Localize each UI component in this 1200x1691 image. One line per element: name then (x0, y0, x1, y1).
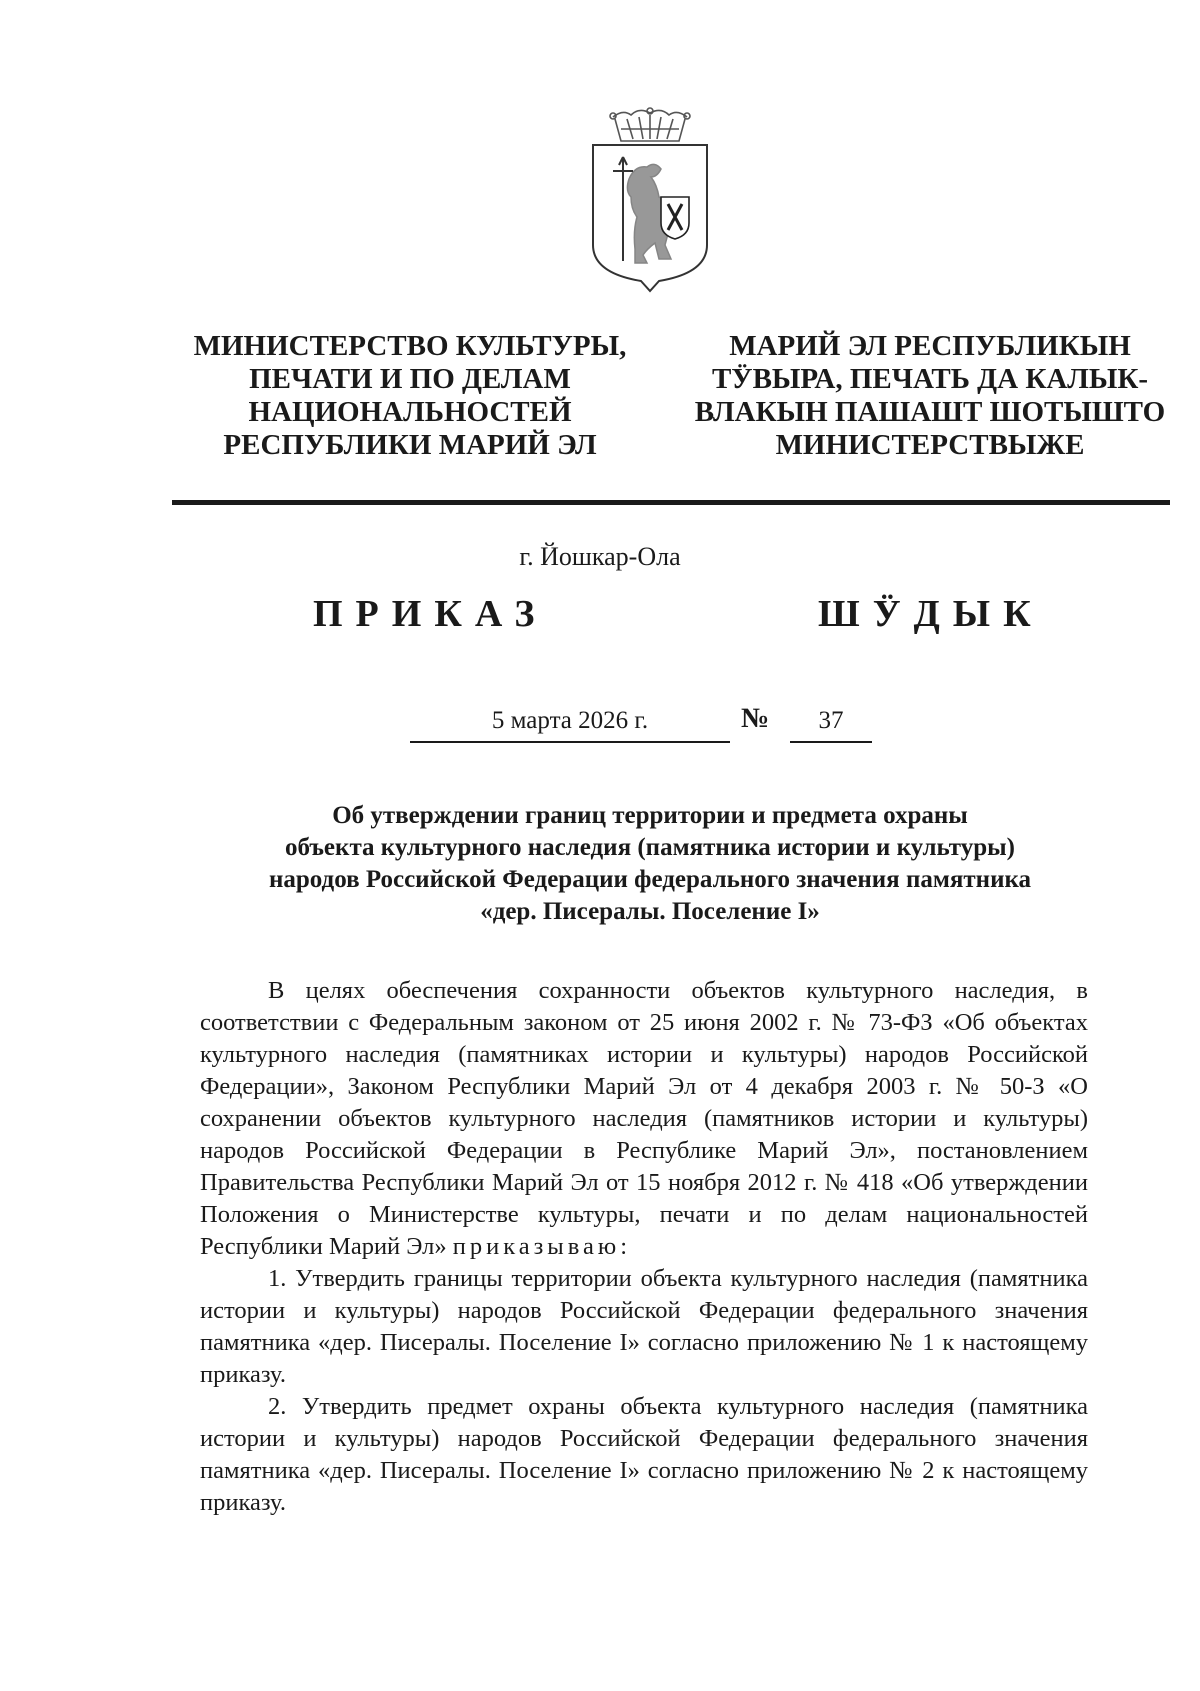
preamble-paragraph (200, 975, 1088, 1263)
order-body (200, 975, 1088, 1519)
order-date: 5 марта 2026 г. (410, 705, 730, 743)
ministry-name-line: НАЦИОНАЛЬНОСТЕЙ (248, 396, 572, 428)
subject-line: Об утверждении границ территории и предмета охраны (332, 802, 968, 829)
order-item-2: 2. Утвердить предмет охраны объекта культурного наследия (памятника истории и культуры) народов Российской Федерации федерального значения памятника «дер. Писералы. Поселение I» согласно приложению № 2 к настоящему приказу. (200, 1393, 1088, 1516)
ministry-name-line: ВЛАКЫН ПАШАШТ ШОТЫШТО (694, 396, 1166, 428)
order-title-russian: ПРИКАЗ (313, 593, 548, 635)
order-title-mari: ШӰДЫК (818, 593, 1044, 635)
ministry-name-line: ТӰВЫРА, ПЕЧАТЬ ДА КАЛЫК- (711, 363, 1149, 395)
city-name: г. Йошкар-Ола (519, 542, 681, 571)
subject-line: объекта культурного наследия (памятника истории и культуры) (284, 834, 1015, 861)
number-sign: № (741, 703, 770, 734)
ministry-name-line: МИНИСТЕРСТВЫЖЕ (775, 429, 1085, 461)
order-number: 37 (790, 705, 872, 743)
coat-of-arms-icon (585, 105, 715, 305)
ministry-name-line: РЕСПУБЛИКИ МАРИЙ ЭЛ (223, 429, 597, 461)
order-verb: приказываю: (452, 1233, 631, 1260)
subject-line: «дер. Писералы. Поселение I» (480, 898, 820, 925)
ministry-name-russian (180, 330, 640, 462)
order-subject (190, 800, 1110, 928)
header-divider (172, 500, 1170, 505)
ministry-name-line: МИНИСТЕРСТВО КУЛЬТУРЫ, (193, 330, 627, 362)
preamble-text: В целях обеспечения сохранности объектов культурного наследия, в соответствии с Федеральным законом от 25 июня 2002 г. № 73-ФЗ «Об объектах культурного наследия (памятниках истории и культуры) народов Российской Федерации», Законом Республики Марий Эл от 4 декабря 2003 г. № 50-З «О сохранении объектов культурного наследия (памятников истории и культуры) народов Российской Федерации в Республике Марий Эл», постановлением Правительства Республики Марий Эл от 15 ноября 2012 г. № 418 «Об утверждении Положения о Министерстве культуры, печати и по делам национальностей Республики Марий Эл» (200, 977, 1088, 1260)
ministry-name-line: ПЕЧАТИ И ПО ДЕЛАМ (249, 363, 571, 395)
order-item-1: 1. Утвердить границы территории объекта культурного наследия (памятника истории и культуры) народов Российской Федерации федерального значения памятника «дер. Писералы. Поселение I» согласно приложению № 1 к настоящему приказу. (200, 1265, 1088, 1388)
ministry-name-line: МАРИЙ ЭЛ РЕСПУБЛИКЫН (729, 330, 1131, 362)
ministry-name-mari (690, 330, 1170, 462)
subject-line: народов Российской Федерации федерального значения памятника (268, 866, 1032, 893)
